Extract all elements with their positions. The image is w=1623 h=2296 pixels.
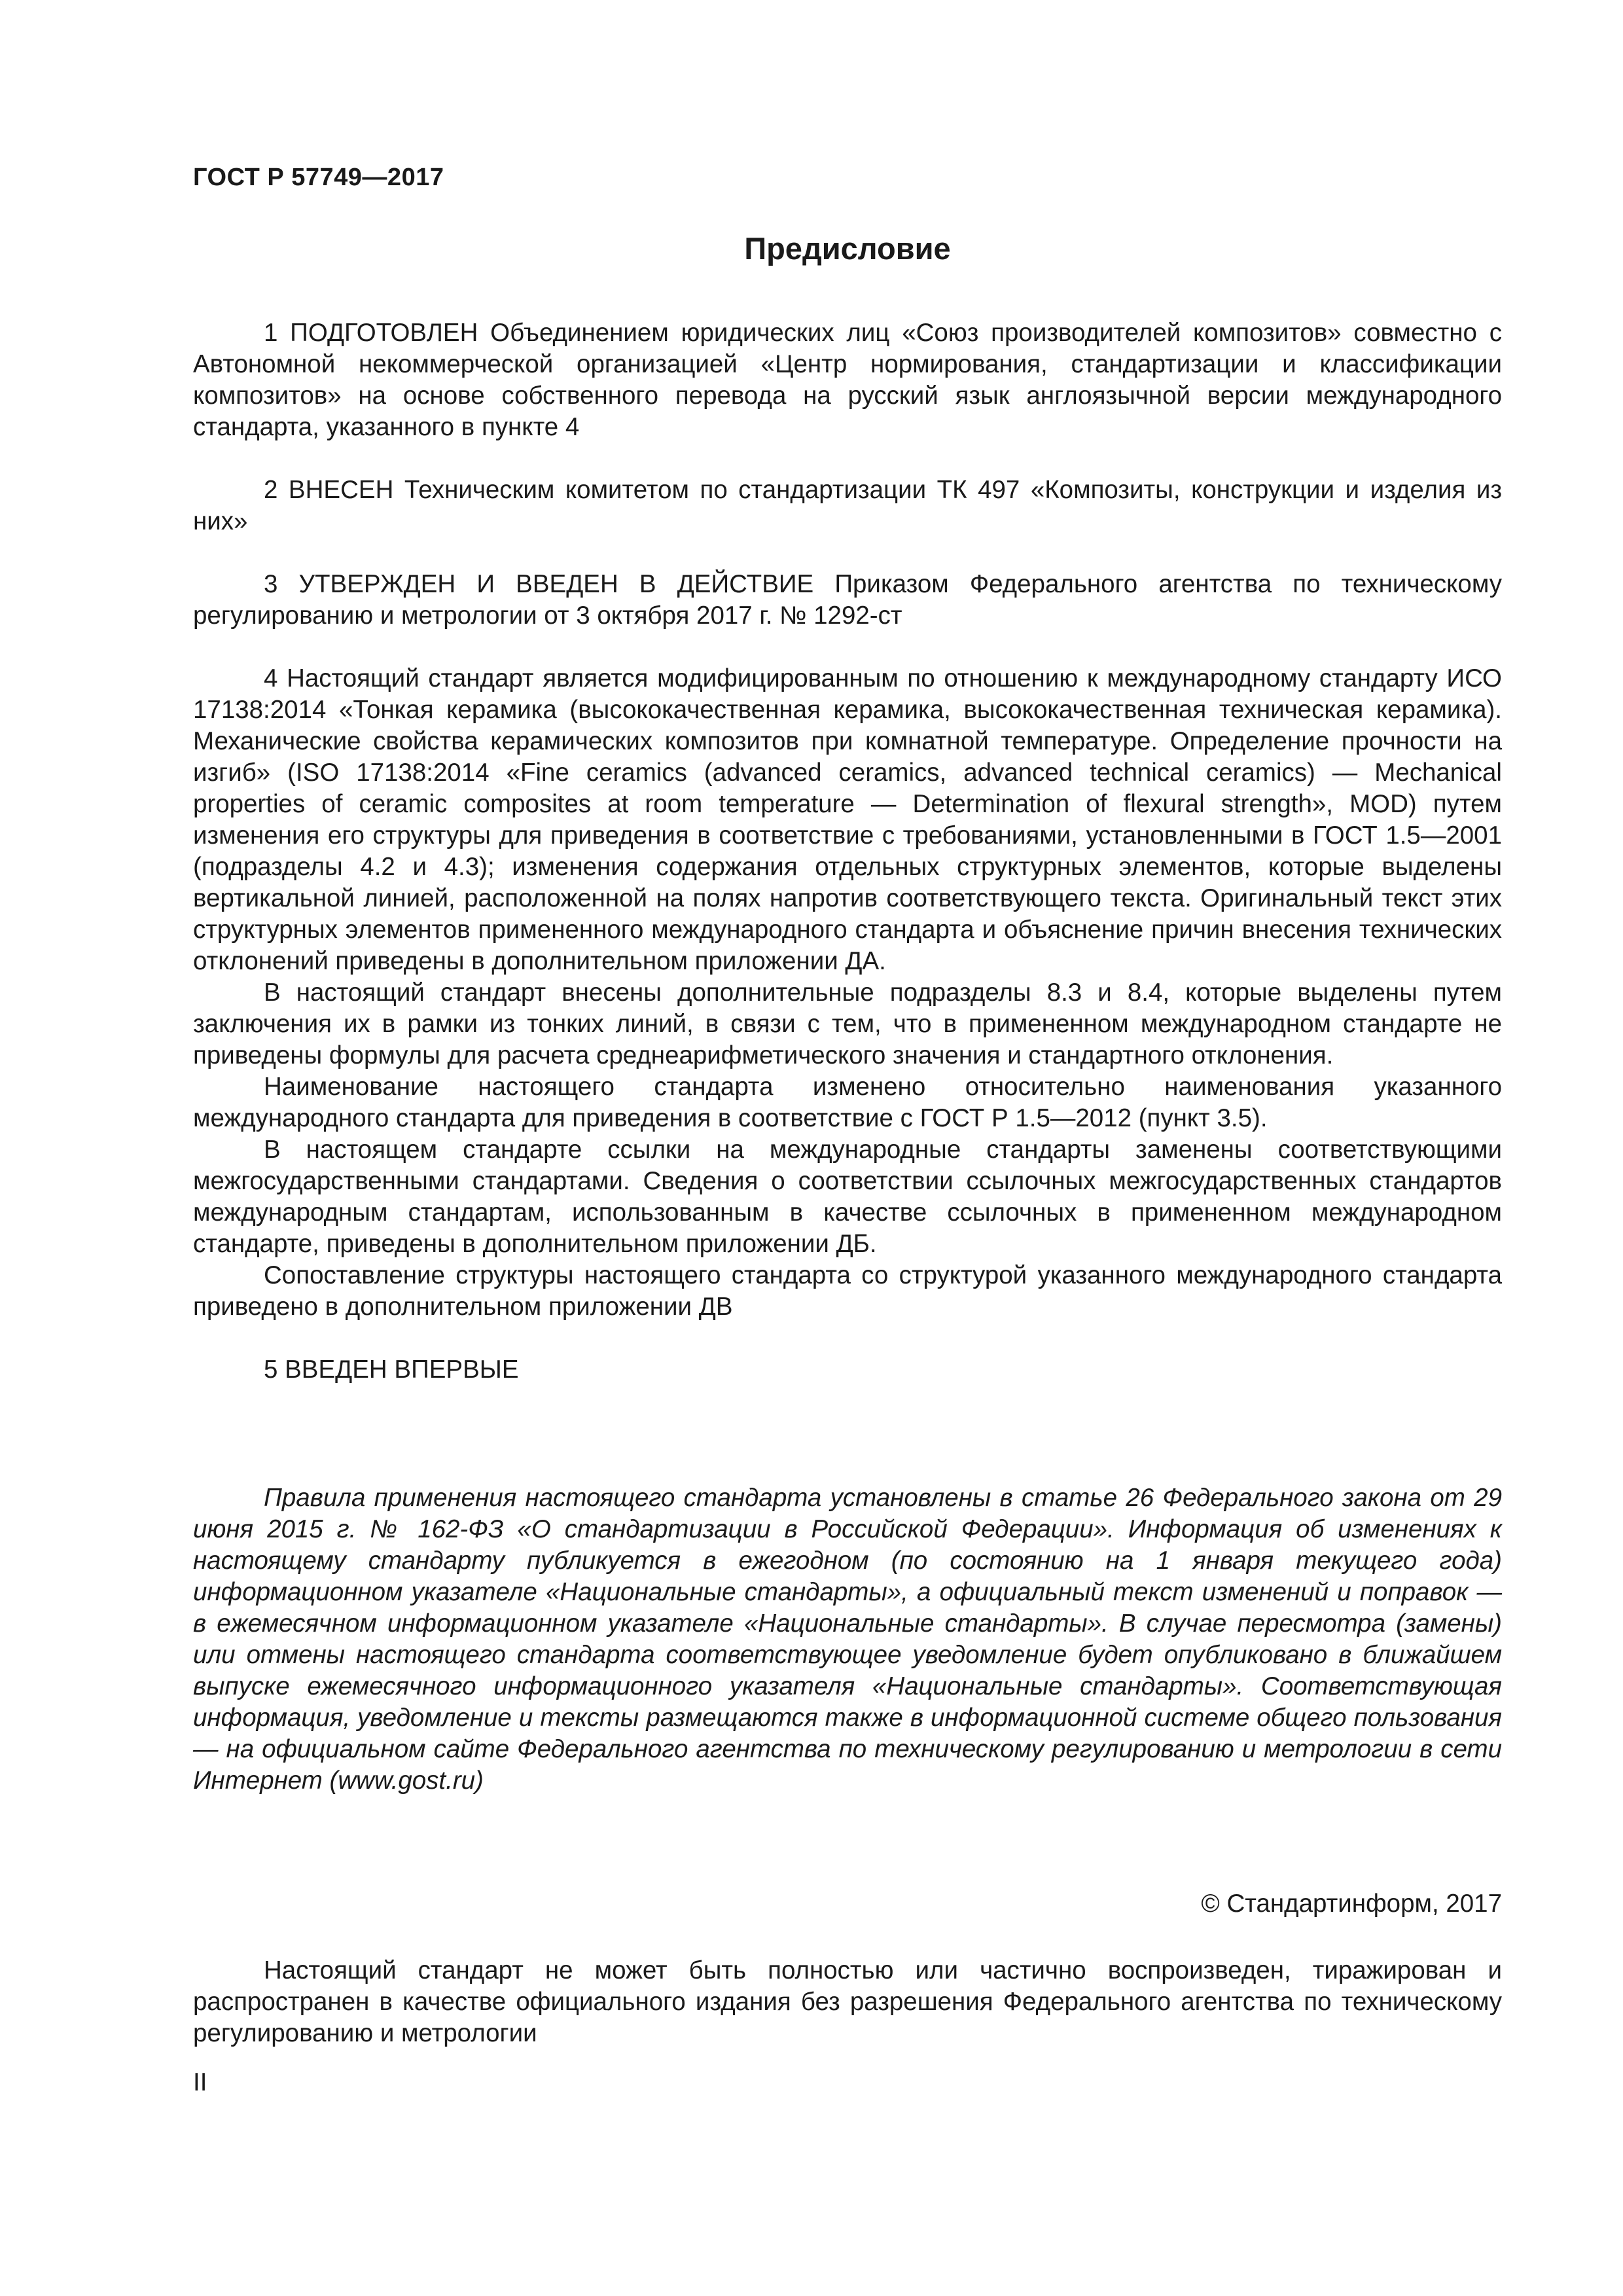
copyright-line: © Стандартинформ, 2017 [1201,1890,1502,1918]
reproduction-notice: Настоящий стандарт не может быть полностью или частично воспроизведен, тиражирован и распространен в качестве официального издания без разрешения Федерального агентства по техническому регулированию и метрологии [193,1956,1502,2047]
preface-item-4: 4 Настоящий стандарт является модифицированным по отношению к международному стандарту ИСО 17138:2014 «Тонкая керамика (высококачественная керамика, высококачественная техническая керамика). Механические свойства керамических композитов при комнатной температуре. Определение прочности на изгиб» (ISO 17138:2014 «Fine ceramics (advanced ceramics, advanced technical ceramics) — Mechanical properties of ceramic composites at room temperature — Determination of flexural strength», MOD) путем изменения его структуры для приведения в соответствие с требованиями, установленными в ГОСТ 1.5—2001 (подразделы 4.2 и 4.3); изменения содержания отдельных структурных элементов, которые выделены вертикальной линией, расположенной на полях напротив соответствующего текста. Оригинальный текст этих структурных элементов примененного международного стандарта и объяснение причин внесения технических отклонений приведены в дополнительном приложении ДА. [193,664,1502,975]
preface-item-5: 5 ВВЕДЕН ВПЕРВЫЕ [264,1355,519,1384]
preface-item-4-paragraph: Сопоставление структуры настоящего стандарта со структурой указанного международного стандарта приведено в дополнительном приложении ДВ [193,1261,1502,1321]
preface-item-3: 3 УТВЕРЖДЕН И ВВЕДЕН В ДЕЙСТВИЕ Приказом Федерального агентства по техническому регулированию и метрологии от 3 октября 2017 г. № 1292-ст [193,570,1502,630]
application-rules-notice: Правила применения настоящего стандарта установлены в статье 26 Федерального закона от 29 июня 2015 г. № 162-ФЗ «О стандартизации в Российской Федерации». Информация об изменениях к настоящему стандарту публикуется в ежегодном (по состоянию на 1 января текущего года) информационном указателе «Национальные стандарты», а официальный текст изменений и поправок — в ежемесячном информационном указателе «Национальные стандарты». В случае пересмотра (замены) или отмены настоящего стандарта соответствующее уведомление будет опубликовано в ближайшем выпуске ежемесячного информационного указателя «Национальные стандарты». Соответствующая информация, уведомление и тексты размещаются также в информационной системе общего пользования — на официальном сайте Федерального агентства по техническому регулированию и метрологии в сети Интернет (www.gost.ru) [193,1484,1502,1795]
preface-body [193,317,1502,1386]
preface-item-4-paragraph: В настоящий стандарт внесены дополнительные подразделы 8.3 и 8.4, которые выделены путем заключения их в рамки из тонких линий, в связи с тем, что в примененном международном стандарте не приведены формулы для расчета среднеарифметического значения и стандартного отклонения. [193,978,1502,1069]
page-number: II [193,2068,207,2096]
page-title: Предисловие [744,231,951,266]
preface-item-4-paragraph: В настоящем стандарте ссылки на международные стандарты заменены соответствующими межгосударственными стандартами. Сведения о соответствии ссылочных межгосударственных стандартов международным стандартам, использованным в качестве ссылочных в примененном международном стандарте, приведены в дополнительном приложении ДБ. [193,1136,1502,1258]
standard-code: ГОСТ Р 57749—2017 [193,164,444,191]
preface-item-1: 1 ПОДГОТОВЛЕН Объединением юридических лиц «Союз производителей композитов» совместно с Автономной некоммерческой организацией «Центр нормирования, стандартизации и классификации композитов» на основе собственного перевода на русский язык англоязычной версии международного стандарта, указанного в пункте 4 [193,319,1502,441]
preface-item-4-paragraph: Наименование настоящего стандарта изменено относительно наименования указанного международного стандарта для приведения в соответствие с ГОСТ Р 1.5—2012 (пункт 3.5). [193,1073,1502,1132]
preface-item-2: 2 ВНЕСЕН Техническим комитетом по стандартизации ТК 497 «Композиты, конструкции и изделия из них» [193,476,1502,535]
